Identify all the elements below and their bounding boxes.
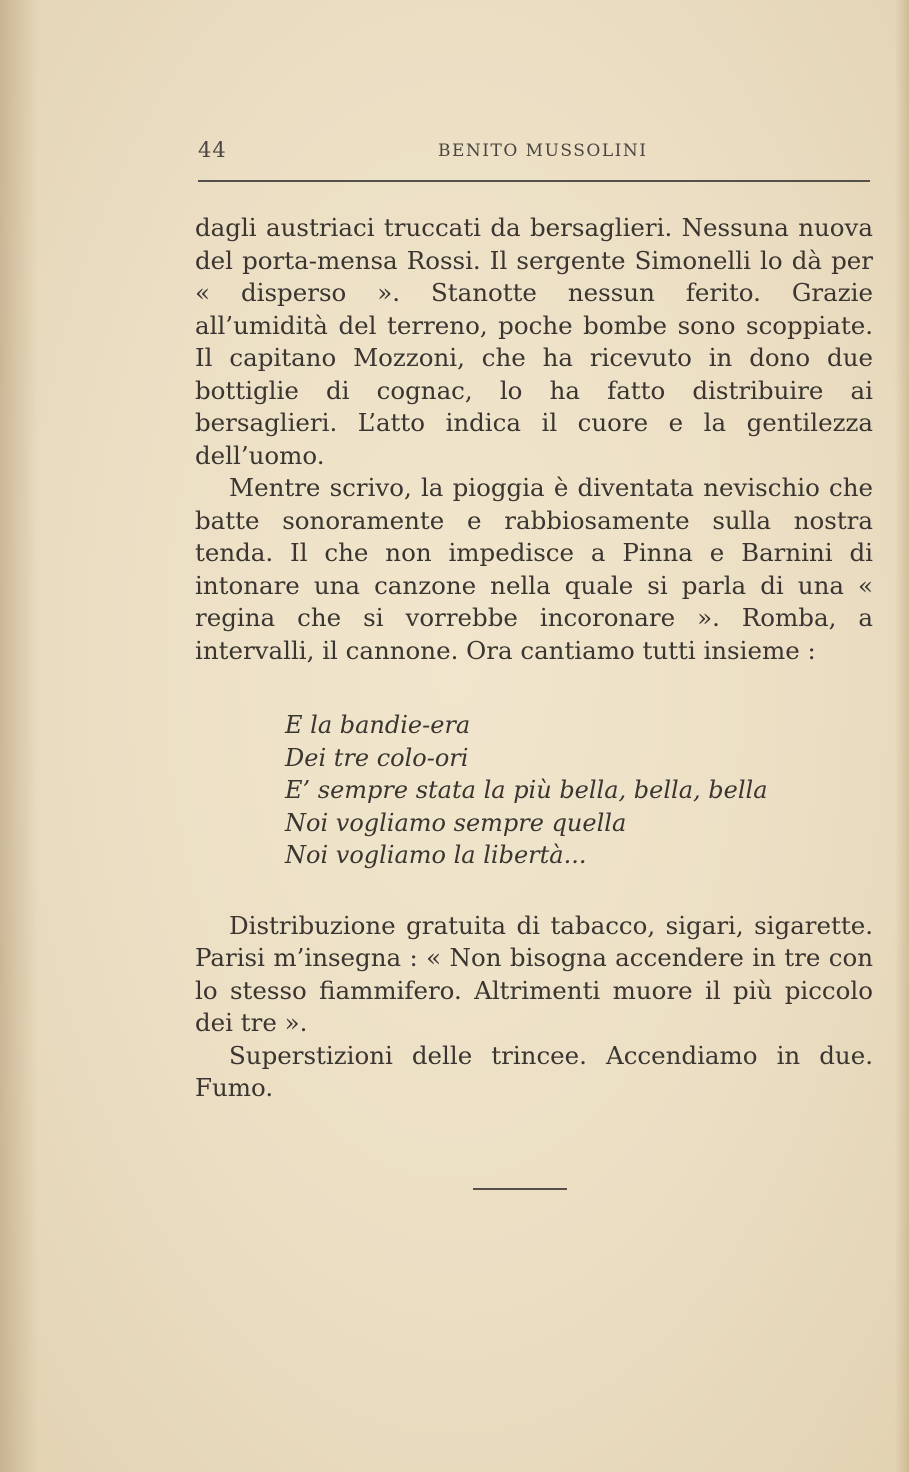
paragraph-3: Distribuzione gratuita di tabacco, sigari, sigarette. Parisi m’insegna : « Non bisogna accendere in tre con lo stesso fiammifero. Altrimenti muore il più piccolo dei tre ». [195,910,873,1037]
verse-line-2: Dei tre colo-ori [285,743,469,772]
running-head: BENITO MUSSOLINI [438,141,648,161]
page-edge-shadow [895,0,909,1472]
paragraph-2: Mentre scrivo, la pioggia è diventata nevischio che batte sonoramente e rabbiosamente sulla nostra tenda. Il che non impedisce a Pinna e Barnini di intonare una canzone nella quale si parla di una « regina che si vorrebbe incoronare ». Romba, a intervalli, il cannone. Ora cantiamo tutti insieme : [195,473,873,665]
verse-line-1: E la bandie-era [285,711,471,739]
body-text [195,212,873,1105]
header-rule [198,180,870,182]
spine-shadow [0,0,38,1472]
verse-line-4: Noi vogliamo sempre quella [285,808,627,837]
paragraph-4: Superstizioni delle trincee. Accendiamo in due. Fumo. [195,1040,873,1102]
verse-line-3: E’ sempre stata la più bella, bella, bella [285,776,768,804]
song-verse [285,709,873,872]
page-header [198,138,870,168]
verse-line-5: Noi vogliamo la libertà... [285,841,587,869]
section-end-rule [473,1188,567,1190]
page-number: 44 [198,138,227,162]
paragraph-1: dagli austriaci truccati da bersaglieri. Nessuna nuova del porta-mensa Rossi. Il sergente Simonelli lo dà per « disperso ». Stanotte nessun ferito. Grazie all’umidità del terreno, poche bombe sono scoppiate. Il capitano Mozzoni, che ha ricevuto in dono due bottiglie di cognac, lo ha fatto distribuire ai bersaglieri. L’atto indica il cuore e la gentilezza dell’uomo. [195,213,873,470]
